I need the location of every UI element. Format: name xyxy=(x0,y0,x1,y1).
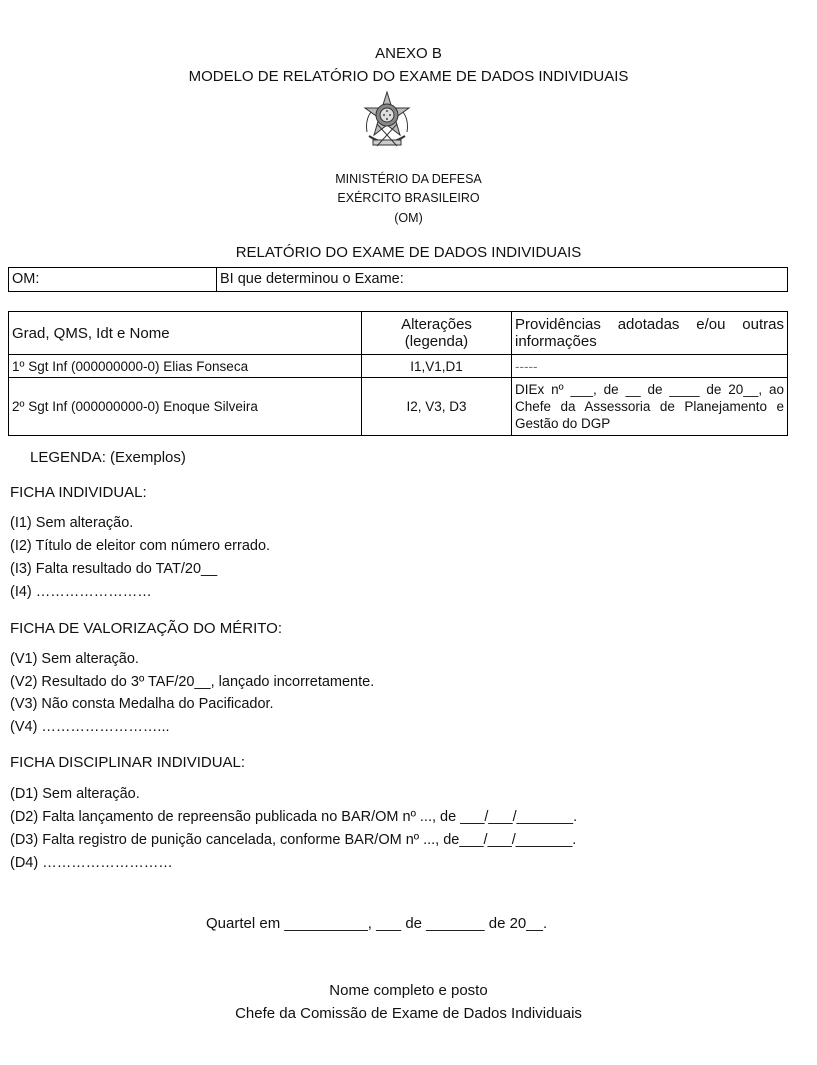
header-providencias: Providências adotadas e/ou outras informações xyxy=(512,312,788,355)
row-prov: ----- xyxy=(512,355,788,378)
list-item: (I2) Título de eleitor com número errado. xyxy=(10,538,271,554)
info-row xyxy=(8,267,788,292)
section-title-individual: FICHA INDIVIDUAL: xyxy=(10,484,147,501)
army-label: EXÉRCITO BRASILEIRO xyxy=(337,191,480,205)
list-item: (V4) ……………………... xyxy=(10,719,170,735)
place-date-line: Quartel em __________, ___ de _______ de 20__. xyxy=(206,915,548,932)
header-alteracoes xyxy=(362,312,512,355)
table-row xyxy=(9,355,788,378)
legend-title: LEGENDA: (Exemplos) xyxy=(30,449,186,466)
table-row xyxy=(9,378,788,436)
row-alt: I2, V3, D3 xyxy=(362,378,512,436)
header-name: Grad, QMS, Idt e Nome xyxy=(9,312,362,355)
list-item: (D2) Falta lançamento de repreensão publicada no BAR/OM nº ..., de ___/___/_______. xyxy=(10,809,578,825)
row-prov: DIEx nº ___, de __ de ____ de 20__, ao Chefe da Assessoria de Planejamento e Gestão do DGP xyxy=(512,378,788,436)
list-item: (V3) Não consta Medalha do Pacificador. xyxy=(10,696,274,712)
row-name: 2º Sgt Inf (000000000-0) Enoque Silveira xyxy=(9,378,362,436)
section-title-merito: FICHA DE VALORIZAÇÃO DO MÉRITO: xyxy=(10,620,282,637)
list-item: (D1) Sem alteração. xyxy=(10,786,140,802)
om-label: (OM) xyxy=(394,211,423,225)
bi-field-label: BI que determinou o Exame: xyxy=(220,271,404,287)
signer-name: Nome completo e posto xyxy=(329,982,488,999)
row-name: 1º Sgt Inf (000000000-0) Elias Fonseca xyxy=(9,355,362,378)
row-alt: I1,V1,D1 xyxy=(362,355,512,378)
om-field-label: OM: xyxy=(9,268,217,291)
model-title: MODELO DE RELATÓRIO DO EXAME DE DADOS INDIVIDUAIS xyxy=(188,68,629,85)
table-header-row xyxy=(9,312,788,355)
header-alt-line2: (legenda) xyxy=(404,333,469,350)
list-item: (D4) ……………………… xyxy=(10,855,173,871)
list-item: (V2) Resultado do 3º TAF/20__, lançado incorretamente. xyxy=(10,674,375,690)
list-item: (D3) Falta registro de punição cancelada, conforme BAR/OM nº ..., de___/___/_______. xyxy=(10,832,577,848)
coat-of-arms-icon xyxy=(361,90,413,154)
signer-role: Chefe da Comissão de Exame de Dados Individuais xyxy=(235,1005,582,1022)
list-item: (I1) Sem alteração. xyxy=(10,515,134,531)
exam-table xyxy=(8,311,788,436)
annex-label: ANEXO B xyxy=(375,45,442,62)
report-title: RELATÓRIO DO EXAME DE DADOS INDIVIDUAIS xyxy=(235,244,582,261)
list-item: (I4) …………………… xyxy=(10,584,152,600)
ministry-label: MINISTÉRIO DA DEFESA xyxy=(335,172,482,186)
section-title-disciplinar: FICHA DISCIPLINAR INDIVIDUAL: xyxy=(10,754,246,771)
list-item: (I3) Falta resultado do TAT/20__ xyxy=(10,561,218,577)
list-item: (V1) Sem alteração. xyxy=(10,651,139,667)
header-alt-line1: Alterações xyxy=(401,316,472,333)
